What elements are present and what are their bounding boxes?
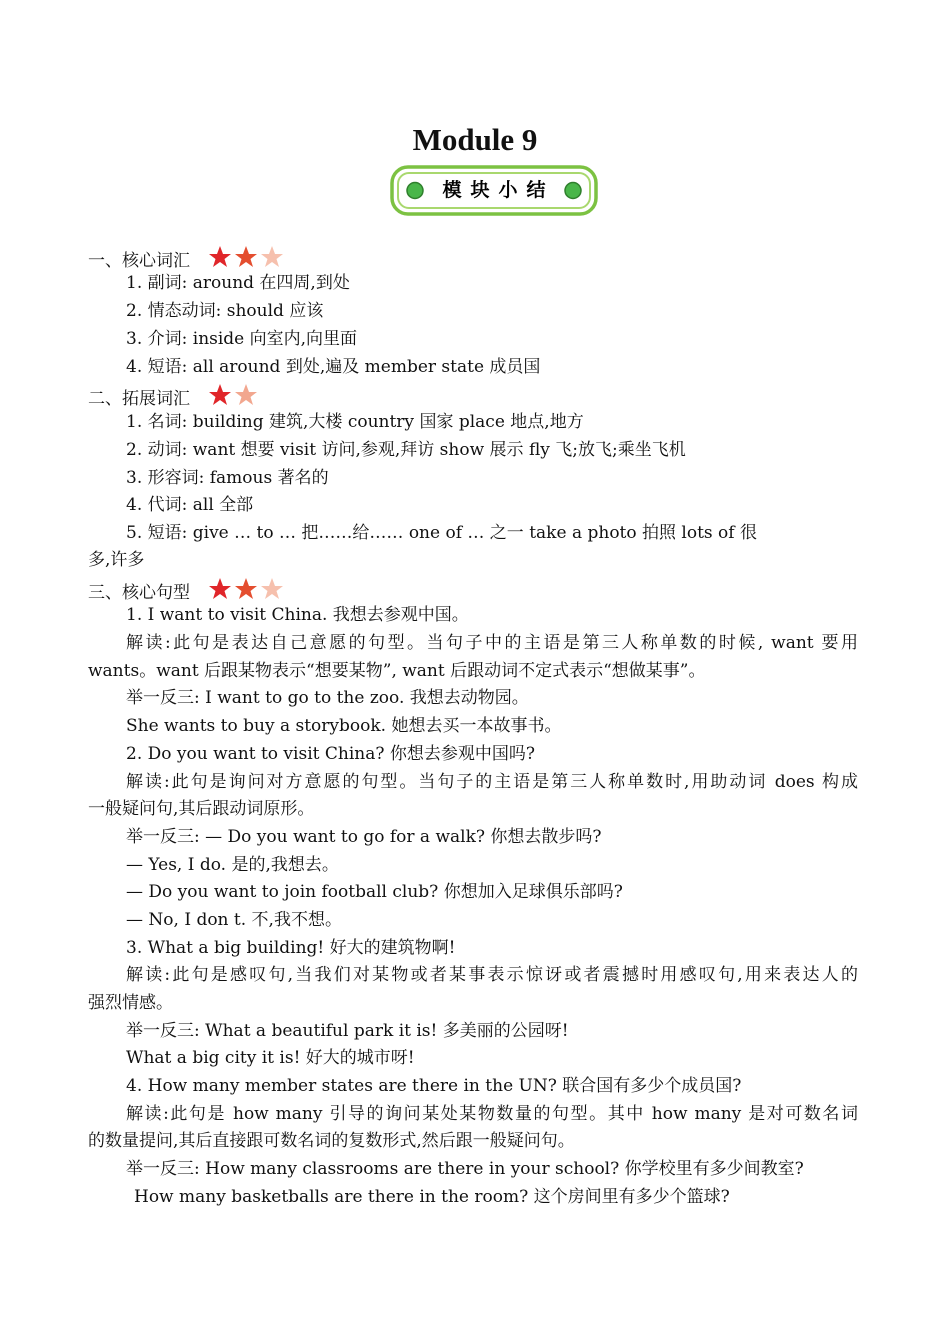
text-line: 4. How many member states are there in the UN? 联合国有多少个成员国? xyxy=(126,1076,742,1096)
text-line: 2. Do you want to visit China? 你想去参观中国吗? xyxy=(126,744,535,764)
text-line: 5. 短语: give … to … 把……给…… one of … 之一 take a photo 拍照 lots of 很 xyxy=(126,523,757,543)
text-line: 强烈情感。 xyxy=(88,993,173,1013)
text-line: 1. I want to visit China. 我想去参观中国。 xyxy=(126,605,469,625)
text-line: 一般疑问句,其后跟动词原形。 xyxy=(88,799,315,819)
text-line: 2. 动词: want 想要 visit 访问,参观,拜访 show 展示 fly 飞;放飞;乘坐飞机 xyxy=(126,440,686,460)
text-line: — No, I don t. 不,我不想。 xyxy=(126,910,342,930)
section-heading-extended-vocab xyxy=(88,383,858,410)
star-icon xyxy=(235,384,257,405)
rating-stars xyxy=(208,577,288,601)
text-line: How many basketballs are there in the room? 这个房间里有多少个篮球? xyxy=(134,1187,730,1207)
star-icon xyxy=(235,578,257,599)
star-icon xyxy=(261,246,283,267)
rating-stars xyxy=(208,383,262,407)
text-line: 1. 名词: building 建筑,大楼 country 国家 place 地点,地方 xyxy=(126,412,584,432)
text-line: — Yes, I do. 是的,我想去。 xyxy=(126,855,339,875)
text-line: 3. What a big building! 好大的建筑物啊! xyxy=(126,938,456,958)
rating-stars xyxy=(208,245,288,269)
star-icon xyxy=(209,384,231,405)
text-line: 举一反三: — Do you want to go for a walk? 你想去散步吗? xyxy=(126,827,602,847)
text-line: What a big city it is! 好大的城市呀! xyxy=(126,1048,415,1068)
text-line: 3. 形容词: famous 著名的 xyxy=(126,468,329,488)
text-line: 举一反三: What a beautiful park it is! 多美丽的公园呀! xyxy=(126,1021,569,1041)
text-line: She wants to buy a storybook. 她想去买一本故事书。 xyxy=(126,716,562,736)
text-line: 4. 短语: all around 到处,遍及 member state 成员国 xyxy=(126,357,541,377)
section-heading-text: 三、核心句型 xyxy=(88,583,190,603)
star-icon xyxy=(209,578,231,599)
section-heading-core-sentences xyxy=(88,577,858,604)
text-line: 1. 副词: around 在四周,到处 xyxy=(126,273,350,293)
text-line: 解读:此句是询问对方意愿的句型。当句子的主语是第三人称单数时,用助动词 does 构成 xyxy=(126,772,858,792)
text-line: 举一反三: I want to go to the zoo. 我想去动物园。 xyxy=(126,688,529,708)
star-icon xyxy=(261,578,283,599)
text-line: 解读:此句是 how many 引导的询问某处某物数量的句型。其中 how many 是对可数名词 xyxy=(126,1104,858,1124)
star-icon xyxy=(209,246,231,267)
text-line: 解读:此句是感叹句,当我们对某物或者某事表示惊讶或者震撼时用感叹句,用来表达人的 xyxy=(126,965,858,985)
text-line: 4. 代词: all 全部 xyxy=(126,495,254,515)
text-line: 的数量提问,其后直接跟可数名词的复数形式,然后跟一般疑问句。 xyxy=(88,1131,575,1151)
badge-label: 模块小结 xyxy=(442,179,555,201)
text-line: — Do you want to join football club? 你想加入足球俱乐部吗? xyxy=(126,882,623,902)
star-icon xyxy=(235,246,257,267)
section-heading-text: 二、拓展词汇 xyxy=(88,389,190,409)
section-badge xyxy=(390,165,598,216)
text-line: 3. 介词: inside 向室内,向里面 xyxy=(126,329,358,349)
section-heading-core-vocab xyxy=(88,245,858,272)
text-line: 举一反三: How many classrooms are there in your school? 你学校里有多少间教室? xyxy=(126,1159,804,1179)
text-line: 多,许多 xyxy=(88,550,145,570)
text-line: 2. 情态动词: should 应该 xyxy=(126,301,324,321)
text-line: 解读:此句是表达自己意愿的句型。当句子中的主语是第三人称单数的时候, want 要用 xyxy=(126,633,858,653)
page-title: Module 9 xyxy=(412,122,538,157)
text-line: wants。want 后跟某物表示“想要某物”, want 后跟动词不定式表示“想做某事”。 xyxy=(88,661,706,681)
section-heading-text: 一、核心词汇 xyxy=(88,251,190,271)
